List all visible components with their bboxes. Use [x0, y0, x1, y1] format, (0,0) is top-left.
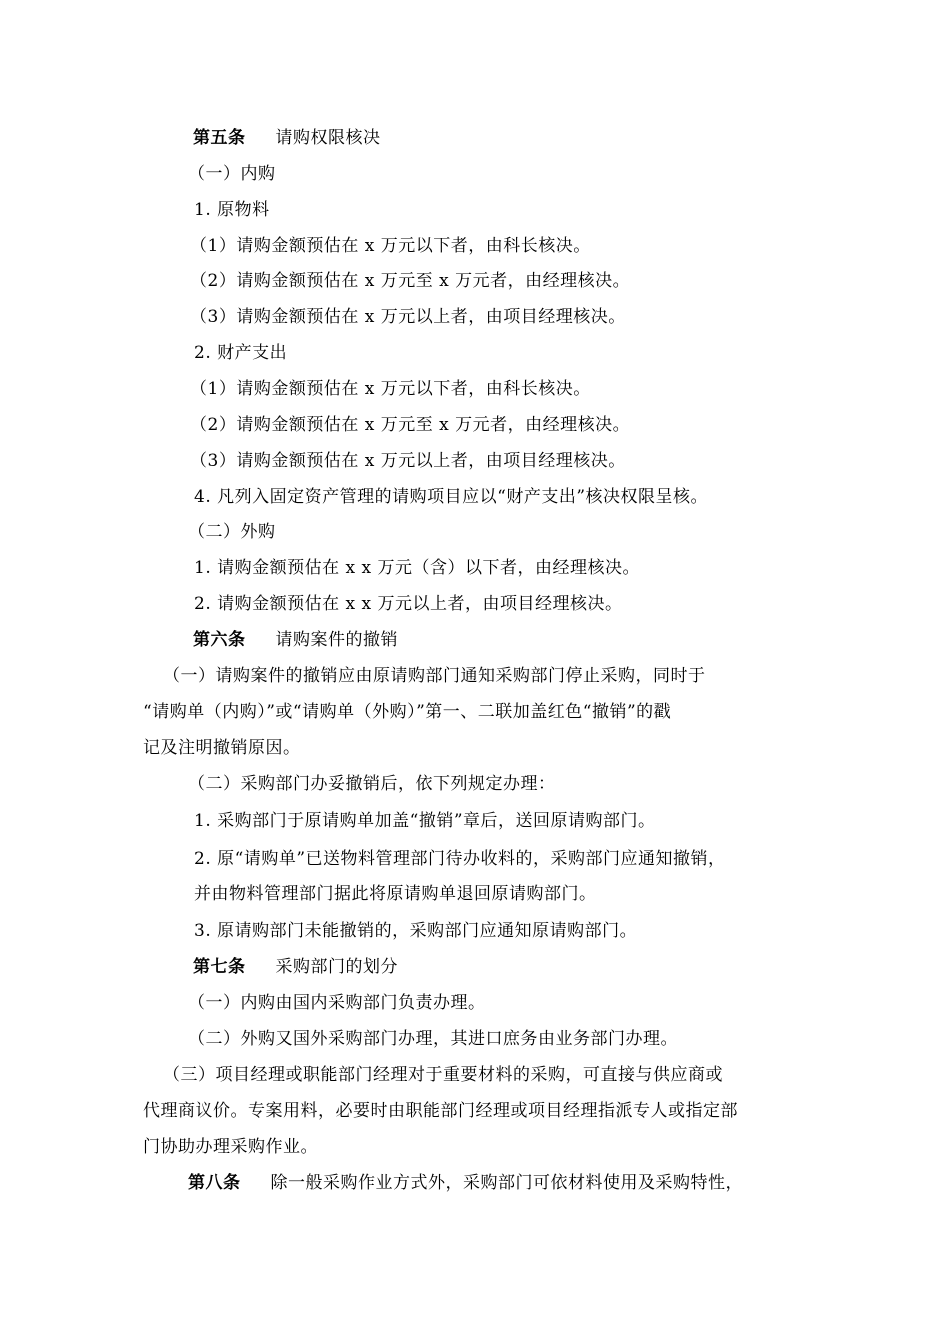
paragraph-line: “请购单（内购）”或“请购单（外购）”第一、二联加盖红色“撤销”的戳	[143, 702, 672, 722]
paragraph-line: 3. 原请购部门未能撤销的，采购部门应通知原请购部门。	[194, 921, 638, 941]
paragraph-line: 2. 原“请购单”已送物料管理部门待办收料的，采购部门应通知撤销，	[194, 849, 726, 869]
paragraph-line: 并由物料管理部门据此将原请购单退回原请购部门。	[194, 884, 597, 904]
paragraph-line: （1）请购金额预估在 x 万元以下者，由科长核决。	[190, 236, 591, 256]
article-body: 除一般采购作业方式外，采购部门可依材料使用及采购特性，	[270, 1173, 743, 1193]
paragraph-line: 1. 请购金额预估在 x x 万元（含）以下者，由经理核决。	[194, 558, 641, 578]
paragraph-line: （2）请购金额预估在 x 万元至 x 万元者，由经理核决。	[190, 415, 631, 435]
paragraph-line: （一）请购案件的撤销应由原请购部门通知采购部门停止采购，同时于	[163, 666, 706, 686]
paragraph-line: 1. 采购部门于原请购单加盖“撤销”章后，送回原请购部门。	[194, 811, 656, 831]
paragraph-line: （1）请购金额预估在 x 万元以下者，由科长核决。	[190, 379, 591, 399]
paragraph-line: （二）外购又国外采购部门办理，其进口庶务由业务部门办理。	[188, 1029, 678, 1049]
article-label: 第七条	[193, 957, 246, 977]
paragraph-line: （3）请购金额预估在 x 万元以上者，由项目经理核决。	[190, 451, 626, 471]
article-title: 请购案件的撤销	[275, 630, 398, 650]
paragraph-line: （二）外购	[188, 522, 276, 542]
article-5-heading	[193, 128, 381, 148]
article-8-heading	[188, 1173, 743, 1193]
paragraph-line: （2）请购金额预估在 x 万元至 x 万元者，由经理核决。	[190, 271, 631, 291]
paragraph-line: 4. 凡列入固定资产管理的请购项目应以“财产支出”核决权限呈核。	[194, 487, 709, 507]
paragraph-line: （3）请购金额预估在 x 万元以上者，由项目经理核决。	[190, 307, 626, 327]
paragraph-line: （一）内购	[188, 164, 276, 184]
article-label: 第六条	[193, 630, 246, 650]
paragraph-line: （三）项目经理或职能部门经理对于重要材料的采购，可直接与供应商或	[163, 1065, 723, 1085]
paragraph-line: 2. 请购金额预估在 x x 万元以上者，由项目经理核决。	[194, 594, 623, 614]
paragraph-line: 门协助办理采购作业。	[143, 1137, 318, 1157]
article-title: 请购权限核决	[275, 128, 381, 148]
article-title: 采购部门的划分	[275, 957, 398, 977]
article-6-heading	[193, 630, 398, 650]
paragraph-line: （二）采购部门办妥撤销后，依下列规定办理：	[188, 774, 556, 794]
paragraph-line: 记及注明撤销原因。	[143, 738, 301, 758]
article-label: 第五条	[193, 128, 246, 148]
article-7-heading	[193, 957, 398, 977]
paragraph-line: 1. 原物料	[194, 200, 270, 220]
paragraph-line: 2. 财产支出	[194, 343, 288, 363]
article-label: 第八条	[188, 1173, 241, 1193]
paragraph-line: 代理商议价。专案用料，必要时由职能部门经理或项目经理指派专人或指定部	[143, 1101, 738, 1121]
paragraph-line: （一）内购由国内采购部门负责办理。	[188, 993, 486, 1013]
